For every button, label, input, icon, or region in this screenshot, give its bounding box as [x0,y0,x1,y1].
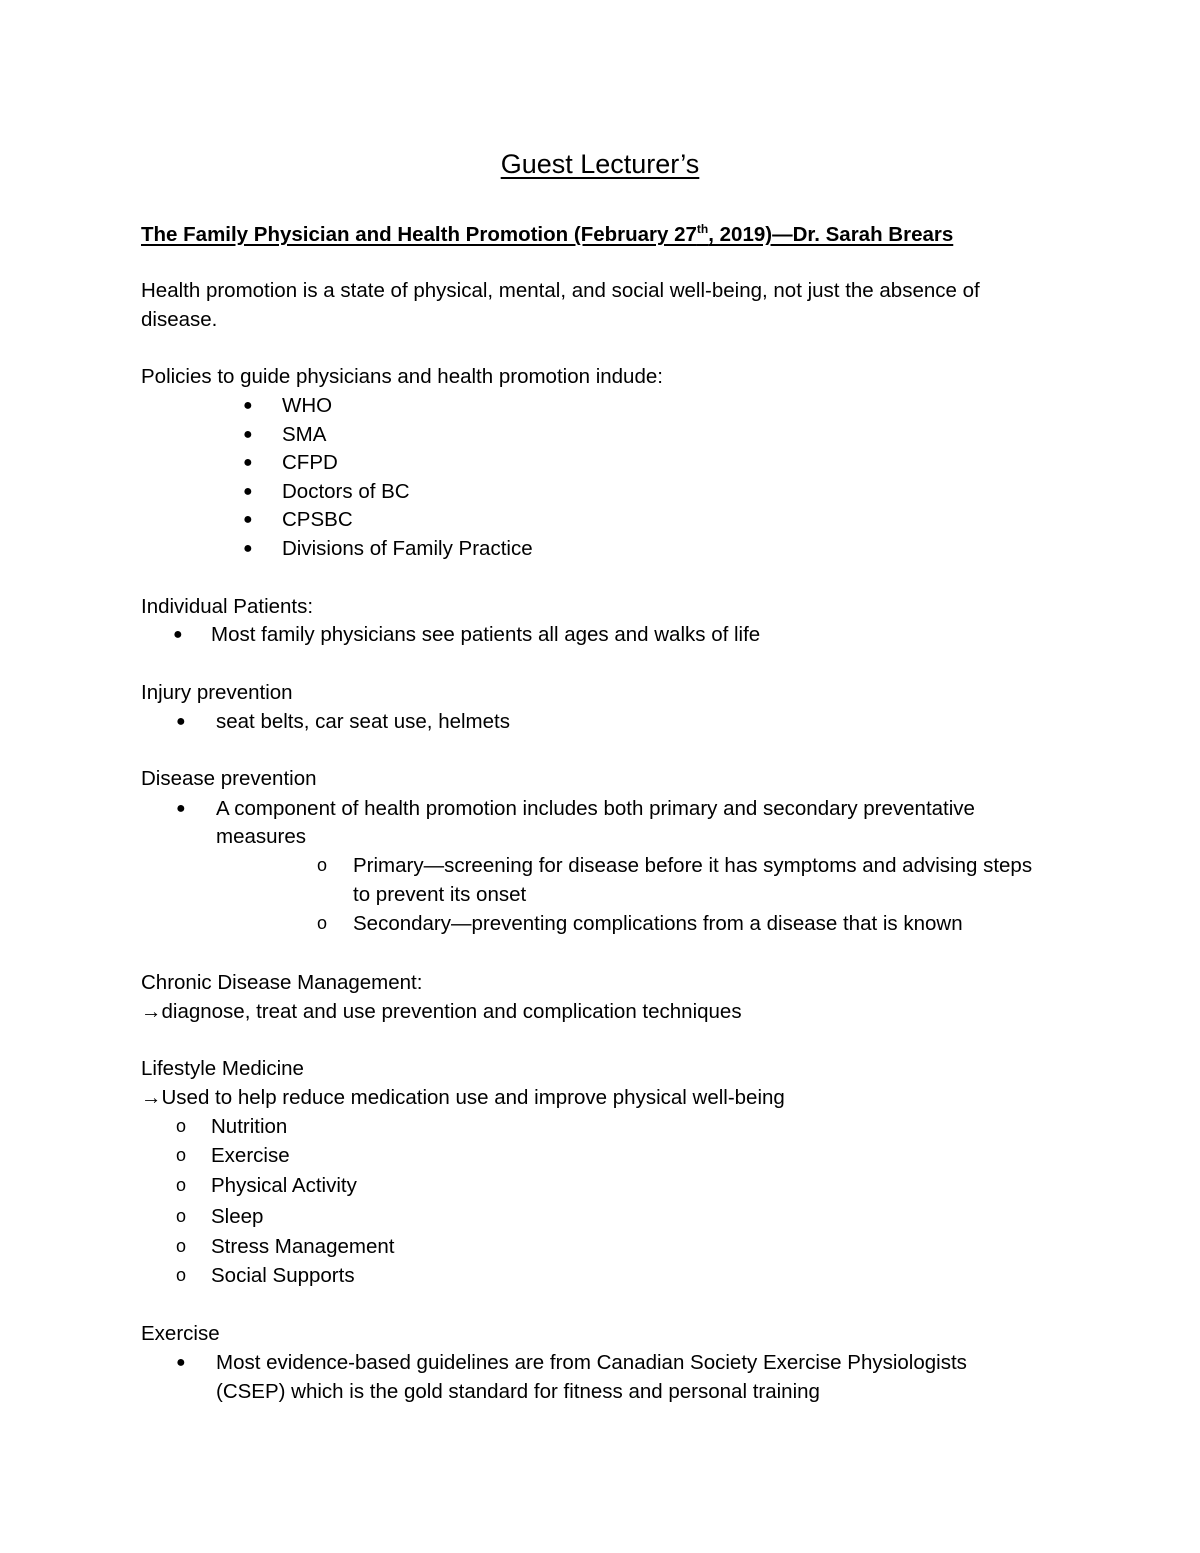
lecture-title-suffix: , 2019)—Dr. Sarah Brears [708,223,954,246]
circle-bullet-icon: o [176,1175,187,1195]
bullet-icon: ● [173,626,183,643]
lifestyle-item: Nutrition [211,1115,288,1138]
bullet-icon: ● [176,800,186,817]
disease-prevention-item-line-1: A component of health promotion includes both primary and secondary preventative [216,797,975,820]
individual-patients-item: Most family physicians see patients all ages and walks of life [211,623,761,646]
circle-bullet-icon: o [176,1265,187,1285]
bullet-icon: ● [243,483,253,500]
circle-bullet-icon: o [176,1145,187,1165]
circle-bullet-icon: o [176,1236,187,1256]
circle-bullet-icon: o [317,913,328,933]
chronic-text [141,997,742,1026]
lifestyle-item: Social Supports [211,1264,355,1287]
chronic-heading: Chronic Disease Management: [141,971,423,994]
injury-prevention-heading: Injury prevention [141,681,293,704]
bullet-icon: ● [243,511,253,528]
disease-prevention-sub-line-1: Primary—screening for disease before it has symptoms and advising steps [353,854,1033,877]
policies-item: SMA [282,423,327,446]
lecture-title-superscript: th [696,222,709,236]
circle-bullet-icon: o [176,1116,187,1136]
lifestyle-item: Exercise [211,1144,290,1167]
bullet-icon: ● [243,454,253,471]
bullet-icon: ● [243,426,253,443]
bullet-icon: ● [176,713,186,730]
disease-prevention-sub-item-2: Secondary—preventing complications from a disease that is known [353,912,963,935]
arrow-right-icon: → [141,1086,162,1109]
lifestyle-text-body: Used to help reduce medication use and improve physical well-being [161,1086,785,1109]
circle-bullet-icon: o [317,855,328,875]
lifestyle-text [141,1083,785,1112]
intro-line-2: disease. [141,308,218,331]
individual-patients-heading: Individual Patients: [141,595,314,618]
policies-item: CFPD [282,451,338,474]
lifestyle-heading: Lifestyle Medicine [141,1057,304,1080]
disease-prevention-sub-line-2: to prevent its onset [353,883,527,906]
disease-prevention-item-line-2: measures [216,825,307,848]
chronic-text-body: diagnose, treat and use prevention and complication techniques [161,1000,742,1023]
arrow-right-icon: → [141,1000,162,1023]
policies-item: CPSBC [282,508,353,531]
lecture-title [141,220,953,249]
exercise-item-line-2: (CSEP) which is the gold standard for fitness and personal training [216,1380,820,1403]
policies-heading: Policies to guide physicians and health promotion indude: [141,365,663,388]
bullet-icon: ● [243,540,253,557]
exercise-item-line-1: Most evidence-based guidelines are from Canadian Society Exercise Physiologists [216,1351,967,1374]
bullet-icon: ● [176,1354,186,1371]
bullet-icon: ● [243,397,253,414]
disease-prevention-heading: Disease prevention [141,767,317,790]
intro-line-1: Health promotion is a state of physical, mental, and social well-being, not just the absence of [141,279,980,302]
circle-bullet-icon: o [176,1206,187,1226]
injury-prevention-item: seat belts, car seat use, helmets [216,710,510,733]
lifestyle-item: Physical Activity [211,1174,357,1197]
lecture-title-prefix: The Family Physician and Health Promotion (February 27 [141,223,697,246]
lifestyle-item: Stress Management [211,1235,395,1258]
policies-item: WHO [282,394,333,417]
exercise-heading: Exercise [141,1322,220,1345]
page-title: Guest Lecturer’s [500,149,700,179]
policies-item: Divisions of Family Practice [282,537,533,560]
policies-item: Doctors of BC [282,480,410,503]
lifestyle-item: Sleep [211,1205,264,1228]
